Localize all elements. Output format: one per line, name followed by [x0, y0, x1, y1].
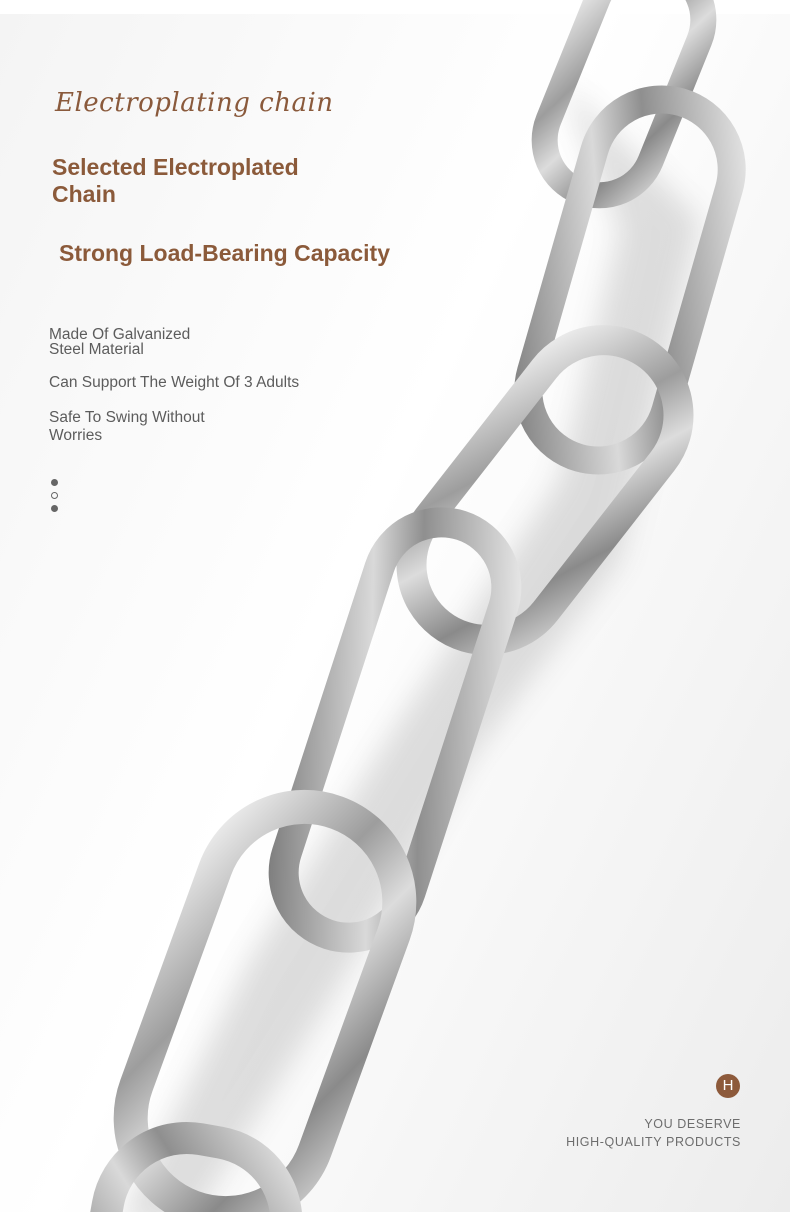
script-title: Electroplating chain [55, 88, 334, 118]
feature-item: Made Of Galvanized Steel Material [49, 326, 191, 358]
pager-dot-active [51, 492, 58, 499]
feature-item: Can Support The Weight Of 3 Adults [49, 374, 300, 391]
pager-dots [51, 479, 61, 518]
bottom-border [0, 1212, 790, 1224]
pager-dot [51, 505, 58, 512]
chain-link [381, 310, 709, 670]
pager-dot [51, 479, 58, 486]
brand-logo-icon: H [716, 1074, 740, 1098]
headline: Selected Electroplated Chain [52, 154, 299, 207]
subheadline: Strong Load-Bearing Capacity [59, 240, 390, 266]
tagline-line-2: HIGH-QUALITY PRODUCTS [566, 1135, 741, 1149]
feature-item: Safe To Swing Without Worries [49, 409, 205, 444]
tagline-line-1: YOU DESERVE [644, 1117, 741, 1131]
